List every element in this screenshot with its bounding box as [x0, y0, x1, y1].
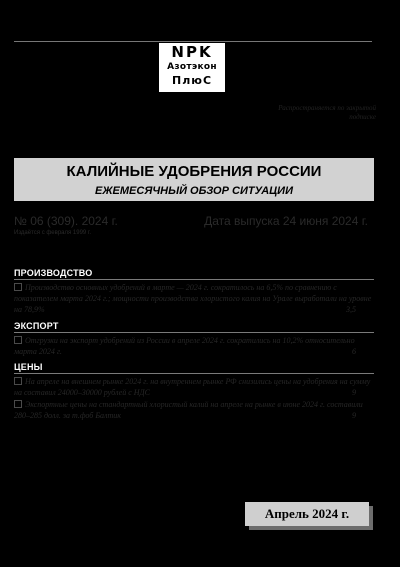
- export-text: Отгрузки на экспорт удобрений из России в апреле 2024 г. сократились на 10,2% относительно марта 2024 г.: [14, 336, 355, 356]
- section-heading-prices: ЦЕНЫ: [14, 362, 43, 372]
- published-since: Издаётся с февраля 1999 г.: [14, 230, 92, 236]
- section-rule: [14, 373, 374, 374]
- logo-line-2: Азотэкон: [167, 62, 217, 72]
- issue-row: [14, 214, 368, 228]
- production-text: Производство основных удобрений в марте — 2024 г. сократилось на 6,5% по сравнению с показателем марта 2024 г.; мощности производства хлористого калия на Урале выработали на уровне на 78,9%: [14, 283, 372, 314]
- logo-line-1: NPK: [171, 43, 213, 61]
- issue-number: № 06 (309). 2024 г.: [14, 214, 118, 228]
- export-page: 6: [352, 347, 356, 356]
- prices-text-1: На апреле на внешнем рынке 2024 г. на внутреннем рынке РФ снизились цены на удобрения на сумму на составил 24000–30000 рублей с НДС: [14, 377, 371, 397]
- prices-item-1[interactable]: [14, 376, 372, 398]
- checkbox-bullet-icon: [14, 377, 22, 385]
- production-item[interactable]: [14, 282, 372, 315]
- checkbox-bullet-icon: [14, 336, 22, 344]
- report-title: КАЛИЙНЫЕ УДОБРЕНИЯ РОССИИ: [66, 163, 322, 180]
- section-rule: [14, 332, 374, 333]
- logo-line-3: ПлюС: [171, 74, 213, 87]
- publisher-logo: [159, 43, 225, 92]
- release-date: Дата выпуска 24 июня 2024 г.: [204, 214, 368, 228]
- prices-page-1: 9: [352, 388, 356, 397]
- prices-text-2: Экспортные цены на стандартный хлористый калий на апреле на рынке в июне 2024 г. составили 280–285 долл. за т.фоб Балтик: [14, 400, 363, 420]
- top-rule: [14, 41, 372, 42]
- distribution-note: Распространяется по закрытой подписке: [278, 104, 376, 121]
- prices-page-2: 9: [352, 411, 356, 420]
- section-heading-export: ЭКСПОРТ: [14, 321, 59, 331]
- section-heading-production: ПРОИЗВОДСТВО: [14, 268, 93, 278]
- checkbox-bullet-icon: [14, 283, 22, 291]
- export-item[interactable]: [14, 335, 372, 357]
- title-banner: [14, 158, 374, 201]
- cover-date-badge: Апрель 2024 г.: [245, 502, 369, 526]
- section-rule: [14, 279, 374, 280]
- report-subtitle: ЕЖЕМЕСЯЧНЫЙ ОБЗОР СИТУАЦИИ: [95, 185, 293, 197]
- prices-item-2[interactable]: [14, 399, 372, 421]
- checkbox-bullet-icon: [14, 400, 22, 408]
- production-page: 3,5: [346, 305, 356, 314]
